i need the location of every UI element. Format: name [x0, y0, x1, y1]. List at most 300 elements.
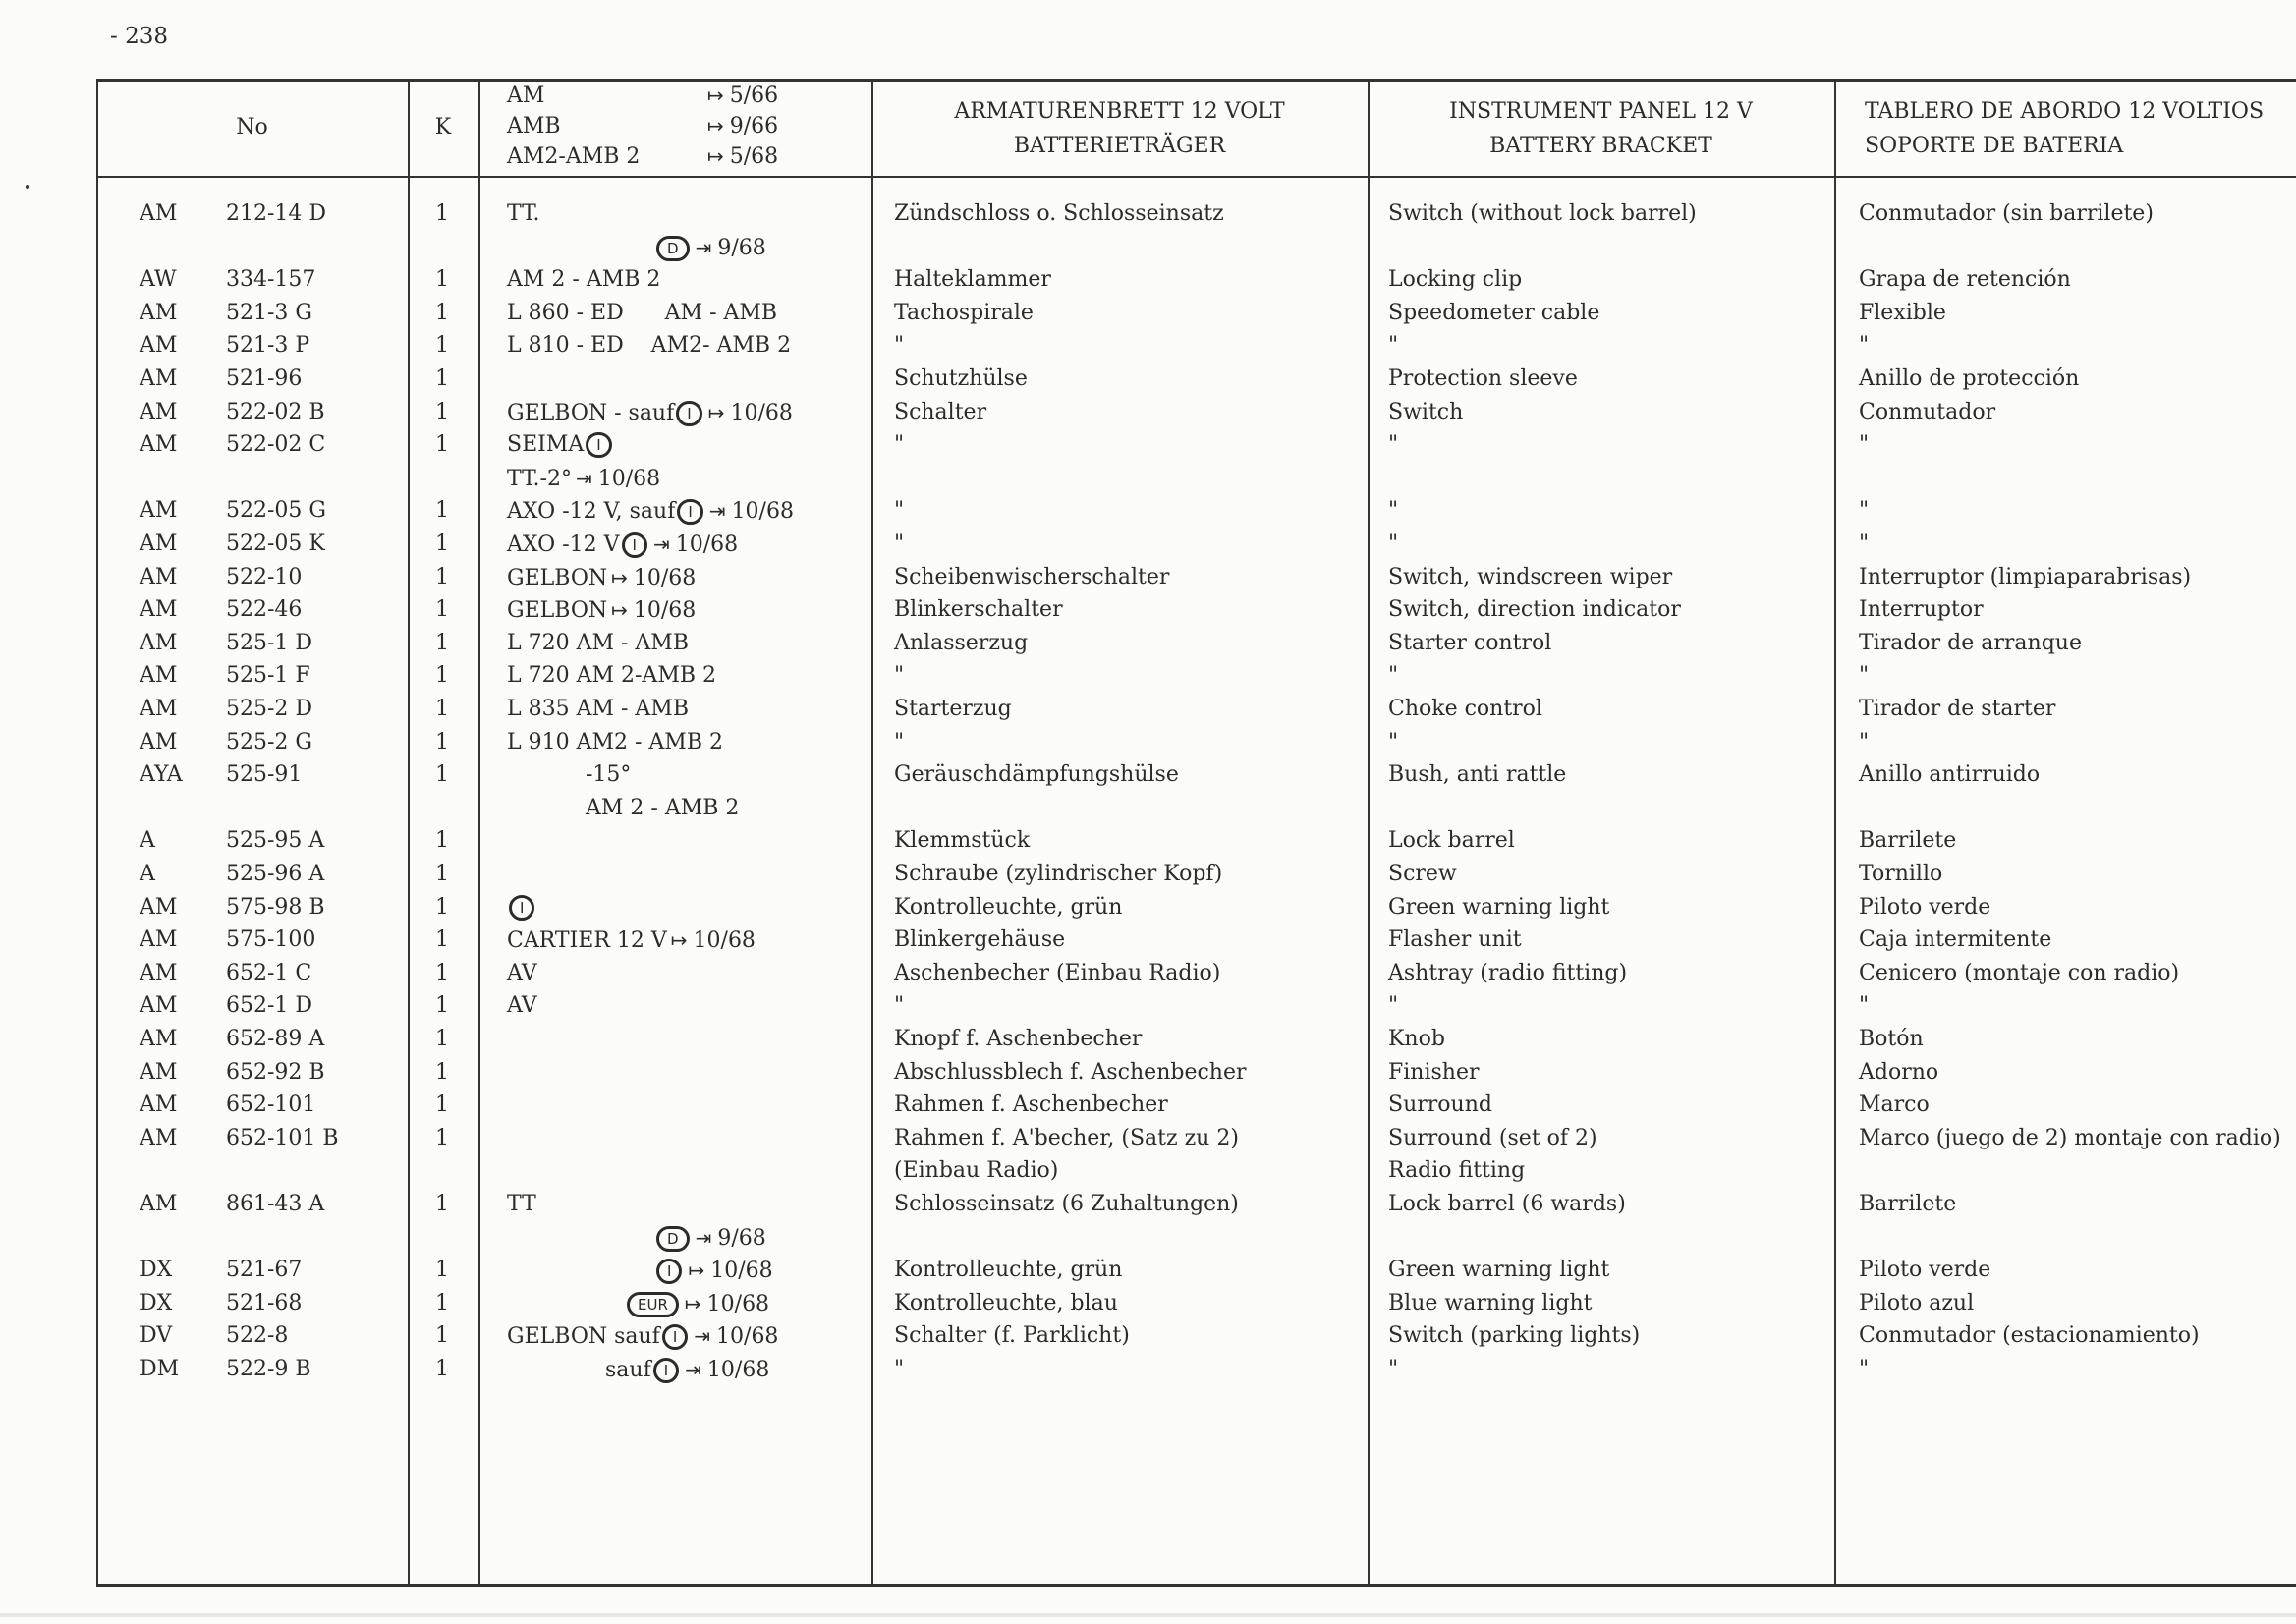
part-prefix: AM [140, 894, 178, 920]
country-badge: I [676, 401, 701, 426]
quantity: 1 [435, 1290, 449, 1316]
description-german: Schlosseinsatz (6 Zuhaltungen) [894, 1192, 1239, 1216]
description-german: " [894, 663, 905, 689]
note-text: AXO -12 V, sauf [507, 499, 676, 525]
model-note [507, 265, 660, 295]
description-spanish: Flexible [1859, 300, 1946, 325]
part-number: 522-05 G [226, 498, 326, 524]
quantity: 1 [435, 894, 449, 920]
header-model-line [507, 111, 778, 141]
model-note [507, 925, 756, 956]
description-spanish: " [1859, 498, 1870, 524]
description-spanish: Anillo de protección [1859, 366, 2080, 391]
note-text: CARTIER 12 V [507, 928, 667, 954]
country-badge: I [622, 532, 647, 558]
description-german: Aschenbecher (Einbau Radio) [894, 960, 1221, 985]
note-text: 10/68 [710, 1259, 773, 1284]
description-english: " [1388, 333, 1399, 359]
part-prefix: AM [140, 399, 178, 424]
note-text: SEIMA [507, 432, 585, 458]
note-text: GELBON - sauf [507, 400, 675, 425]
header-spanish [1865, 94, 2264, 163]
quantity: 1 [435, 1125, 449, 1150]
date-arrow-icon: ⇥ [685, 1358, 701, 1381]
description-english: Switch (without lock barrel) [1388, 201, 1697, 226]
description-english: Knob [1388, 1027, 1445, 1051]
note-text: TT.-2° [507, 466, 572, 491]
description-english: " [1388, 532, 1399, 556]
part-number: 334-157 [226, 267, 316, 293]
description-german: Halteklammer [894, 267, 1051, 293]
part-number: 212-14 D [226, 201, 327, 226]
description-german: " [894, 333, 905, 359]
part-number: 522-05 K [226, 532, 325, 556]
description-german: Tachospirale [894, 300, 1034, 325]
quantity: 1 [435, 697, 449, 721]
description-german: Geräuschdämpfungshülse [894, 762, 1179, 788]
description-german: Schraube (zylindrischer Kopf) [894, 862, 1223, 886]
note-text: AV [507, 960, 537, 985]
description-spanish: Barrilete [1859, 1192, 1957, 1216]
model-note [605, 1355, 769, 1385]
model-note [507, 629, 689, 658]
part-number: 575-100 [226, 927, 316, 953]
country-badge: D [656, 1226, 690, 1252]
header-german [871, 94, 1368, 163]
description-english: Switch [1388, 399, 1464, 424]
model-name: AMB [507, 114, 561, 139]
quantity: 1 [435, 432, 449, 458]
part-prefix: AM [140, 366, 178, 391]
quantity: 1 [435, 201, 449, 226]
note-text: 10/68 [706, 1291, 770, 1316]
note-text: 10/68 [693, 928, 756, 954]
country-badge: D [656, 236, 690, 261]
note-text: 10/68 [730, 400, 793, 425]
model-note [507, 1190, 536, 1219]
part-prefix: AM [140, 1059, 178, 1085]
note-text: GELBON [507, 598, 608, 624]
description-spanish: Tirador de arranque [1859, 630, 2082, 655]
description-spanish: Conmutador (sin barrilete) [1859, 201, 2154, 226]
note-text: AM 2 - AMB 2 [586, 795, 740, 820]
note-text: -15° [586, 762, 632, 788]
description-spanish: Interruptor (limpiaparabrisas) [1859, 564, 2192, 589]
quantity: 1 [435, 267, 449, 293]
description-german: Rahmen f. A'becher, (Satz zu 2) [894, 1125, 1239, 1150]
header-line: BATTERIETRÄGER [1013, 134, 1226, 158]
description-english: Blue warning light [1388, 1290, 1593, 1316]
country-badge: I [677, 499, 702, 525]
description-spanish: " [1859, 993, 1870, 1019]
description-english: Speedometer cable [1388, 300, 1600, 325]
description-spanish: Caja intermitente [1859, 927, 2052, 953]
description-german: Blinkerschalter [894, 597, 1063, 623]
column-divider [871, 79, 873, 1587]
description-spanish: Interruptor [1859, 597, 1984, 623]
note-text: L 720 AM - AMB [507, 630, 690, 655]
model-note [654, 1223, 766, 1254]
description-english: Starter control [1388, 630, 1552, 655]
date-arrow-icon: ↦ [688, 1259, 705, 1283]
part-prefix: AYA [140, 762, 183, 788]
column-divider [1368, 79, 1370, 1587]
date-arrow-icon: ↦ [611, 565, 628, 589]
table-top-border [96, 79, 2296, 82]
note-text: 10/68 [633, 598, 697, 624]
description-german: " [894, 532, 905, 556]
date-arrow-icon: ⇥ [708, 499, 726, 524]
description-spanish: Anillo antirruido [1859, 762, 2041, 788]
quantity: 1 [435, 762, 449, 788]
description-german: Kontrolleuchte, blau [894, 1290, 1118, 1316]
model-note [507, 991, 537, 1021]
description-english: Flasher unit [1388, 927, 1522, 953]
part-number: 525-91 [226, 762, 303, 788]
model-note [654, 233, 766, 263]
description-english: Locking clip [1388, 267, 1523, 293]
description-english: " [1388, 993, 1399, 1019]
date-arrow-icon: ↦ [707, 400, 725, 424]
description-english: Green warning light [1388, 894, 1610, 920]
model-note [507, 1321, 778, 1352]
description-english: " [1388, 663, 1399, 689]
header-no: No [236, 115, 268, 140]
part-number: 525-1 D [226, 630, 313, 655]
note-text: L 860 - ED AM - AMB [507, 300, 778, 325]
part-prefix: DX [140, 1290, 173, 1316]
description-english: Switch, direction indicator [1388, 597, 1681, 623]
description-german: " [894, 1357, 905, 1381]
note-text: GELBON sauf [507, 1324, 660, 1350]
quantity: 1 [435, 333, 449, 359]
part-prefix: AM [140, 927, 178, 953]
part-number: 522-02 B [226, 399, 325, 424]
model-note [507, 464, 660, 494]
description-english: Surround [1388, 1092, 1492, 1118]
note-text: 10/68 [706, 1358, 770, 1382]
model-note [507, 563, 696, 593]
scan-edge [0, 1613, 2296, 1617]
model-note [507, 959, 537, 988]
date-arrow-icon: ⇥ [695, 235, 712, 259]
part-number: 861-43 A [226, 1192, 325, 1216]
quantity: 1 [435, 828, 449, 854]
note-text: 10/68 [633, 565, 697, 590]
description-english: Ashtray (radio fitting) [1388, 960, 1628, 985]
quantity: 1 [435, 1059, 449, 1085]
quantity: 1 [435, 630, 449, 655]
description-english: Green warning light [1388, 1258, 1610, 1283]
note-text: L 720 AM 2-AMB 2 [507, 663, 716, 689]
part-number: 652-101 B [226, 1125, 339, 1150]
scan-speck [26, 185, 29, 189]
quantity: 1 [435, 1092, 449, 1118]
part-prefix: AM [140, 1092, 178, 1118]
description-spanish: Tirador de starter [1859, 697, 2056, 721]
header-model-line [507, 81, 778, 111]
description-english: Choke control [1388, 697, 1542, 721]
description-spanish: Adorno [1859, 1059, 1939, 1085]
part-number: 522-02 C [226, 432, 326, 458]
note-text: 9/68 [717, 235, 766, 260]
date-arrow-icon: ↦ [611, 598, 628, 623]
part-number: 652-101 [226, 1092, 316, 1118]
description-spanish: Tornillo [1859, 862, 1943, 886]
quantity: 1 [435, 532, 449, 556]
note-text: AXO -12 V [507, 532, 620, 557]
part-number: 521-3 P [226, 333, 310, 359]
model-note [507, 430, 614, 460]
description-german: (Einbau Radio) [894, 1158, 1059, 1184]
description-german: Knopf f. Aschenbecher [894, 1027, 1143, 1051]
description-german: Anlasserzug [894, 630, 1029, 655]
note-text: AM 2 - AMB 2 [507, 267, 661, 293]
country-badge: I [586, 432, 611, 458]
description-english: " [1388, 729, 1399, 755]
part-prefix: AM [140, 993, 178, 1019]
description-spanish: Piloto azul [1859, 1290, 1975, 1316]
header-line: TABLERO DE ABORDO 12 VOLTIOS [1865, 99, 2265, 124]
note-text: TT [507, 1192, 536, 1216]
header-rule [96, 176, 2296, 178]
part-prefix: DV [140, 1323, 173, 1349]
model-name: AM2-AMB 2 [507, 144, 641, 169]
model-note [507, 331, 791, 361]
description-english: Switch (parking lights) [1388, 1323, 1641, 1349]
quantity: 1 [435, 1323, 449, 1349]
description-german: " [894, 729, 905, 755]
model-note [507, 199, 540, 229]
quantity: 1 [435, 1192, 449, 1216]
description-english: " [1388, 498, 1399, 524]
quantity: 1 [435, 1027, 449, 1051]
column-divider [478, 79, 480, 1587]
description-german: Schalter [894, 399, 987, 424]
header-model-dates [507, 81, 778, 172]
header-k: K [434, 115, 452, 140]
description-english: Lock barrel [1388, 828, 1515, 854]
model-note [507, 530, 738, 560]
part-prefix: AM [140, 1027, 178, 1051]
part-number: 652-92 B [226, 1059, 325, 1085]
part-number: 652-89 A [226, 1027, 325, 1051]
part-prefix: AM [140, 960, 178, 985]
part-number: 525-96 A [226, 862, 325, 886]
description-german: Zündschloss o. Schlosseinsatz [894, 201, 1224, 226]
note-text: 9/68 [717, 1225, 766, 1251]
note-text: 10/68 [675, 532, 739, 557]
part-prefix: AM [140, 630, 178, 655]
header-line: ARMATURENBRETT 12 VOLT [954, 99, 1285, 124]
description-german: Schutzhülse [894, 366, 1028, 391]
model-name: AM [507, 84, 545, 108]
part-number: 521-96 [226, 366, 303, 391]
note-text: TT. [507, 201, 540, 226]
part-number: 525-2 D [226, 697, 313, 721]
quantity: 1 [435, 1258, 449, 1283]
description-german: Klemmstück [894, 828, 1031, 854]
model-note [625, 1289, 769, 1319]
description-spanish: Cenicero (montaje con radio) [1859, 960, 2180, 985]
quantity: 1 [435, 366, 449, 391]
header-model-line [507, 141, 778, 172]
model-date: 5/66 [729, 84, 779, 108]
model-date: 5/68 [729, 144, 779, 169]
description-english: " [1388, 1357, 1399, 1381]
description-spanish: " [1859, 1357, 1870, 1381]
quantity: 1 [435, 597, 449, 623]
description-german: Blinkergehäuse [894, 927, 1066, 953]
quantity: 1 [435, 300, 449, 325]
description-german: Rahmen f. Aschenbecher [894, 1092, 1168, 1118]
part-number: 652-1 D [226, 993, 313, 1019]
column-divider [96, 79, 98, 1587]
description-english: Bush, anti rattle [1388, 762, 1567, 788]
part-number: 525-95 A [226, 828, 325, 854]
description-spanish: " [1859, 532, 1870, 556]
description-english: Surround (set of 2) [1388, 1125, 1597, 1150]
country-badge: I [656, 1259, 682, 1284]
model-note [507, 695, 689, 724]
description-german: Scheibenwischerschalter [894, 564, 1170, 589]
note-text: 10/68 [731, 499, 794, 525]
part-number: 652-1 C [226, 960, 312, 985]
model-note [507, 398, 793, 428]
description-spanish: Conmutador (estacionamiento) [1859, 1323, 2200, 1349]
part-prefix: AM [140, 201, 178, 226]
description-spanish: Botón [1859, 1027, 1924, 1051]
quantity: 1 [435, 960, 449, 985]
part-prefix: AM [140, 597, 178, 623]
description-spanish: Conmutador [1859, 399, 1996, 424]
parts-table [96, 79, 2296, 1587]
description-spanish: Piloto verde [1859, 894, 1991, 920]
quantity: 1 [435, 564, 449, 589]
description-german: " [894, 432, 905, 458]
part-number: 525-1 F [226, 663, 310, 689]
quantity: 1 [435, 729, 449, 755]
date-arrow-icon: ⇥ [575, 466, 592, 490]
part-number: 522-9 B [226, 1357, 311, 1381]
description-english: Screw [1388, 862, 1457, 886]
description-spanish: " [1859, 663, 1870, 689]
quantity: 1 [435, 993, 449, 1019]
part-number: 521-3 G [226, 300, 312, 325]
description-spanish: Marco (juego de 2) montaje con radio) [1859, 1125, 2281, 1150]
header-line: BATTERY BRACKET [1489, 134, 1712, 158]
part-prefix: AM [140, 697, 178, 721]
date-arrow-icon: ↦ [670, 928, 688, 953]
note-text: L 835 AM - AMB [507, 697, 690, 721]
country-badge: EUR [627, 1292, 679, 1317]
country-badge: I [653, 1358, 679, 1383]
quantity: 1 [435, 663, 449, 689]
description-english: Switch, windscreen wiper [1388, 564, 1673, 589]
note-text: L 810 - ED AM2- AMB 2 [507, 333, 792, 359]
model-note [586, 760, 631, 790]
note-text: 10/68 [716, 1324, 779, 1350]
part-prefix: AM [140, 532, 178, 556]
part-number: 522-10 [226, 564, 303, 589]
part-prefix: DX [140, 1258, 173, 1283]
arrow-icon: ↦ [707, 84, 724, 107]
part-prefix: DM [140, 1357, 180, 1381]
description-german: " [894, 993, 905, 1019]
page-number: - 238 [110, 24, 168, 49]
description-german: " [894, 498, 905, 524]
quantity: 1 [435, 927, 449, 953]
date-arrow-icon: ⇥ [652, 532, 670, 556]
part-prefix: AM [140, 663, 178, 689]
part-number: 521-68 [226, 1290, 303, 1316]
date-arrow-icon: ↦ [684, 1291, 701, 1316]
description-german: Schalter (f. Parklicht) [894, 1323, 1130, 1349]
note-text: sauf [605, 1358, 651, 1382]
column-divider [1834, 79, 1836, 1587]
table-bottom-border [96, 1584, 2296, 1587]
part-prefix: AM [140, 1192, 178, 1216]
column-divider [408, 79, 410, 1587]
description-german: Starterzug [894, 697, 1012, 721]
part-prefix: A [140, 862, 155, 886]
part-number: 575-98 B [226, 894, 325, 920]
date-arrow-icon: ⇥ [694, 1324, 711, 1349]
date-arrow-icon: ⇥ [695, 1225, 712, 1250]
header-line: INSTRUMENT PANEL 12 V [1449, 99, 1753, 124]
arrow-icon: ↦ [707, 114, 724, 138]
header-english [1368, 94, 1834, 163]
description-german: Abschlussblech f. Aschenbecher [894, 1059, 1247, 1085]
note-text: L 910 AM2 - AMB 2 [507, 729, 723, 755]
description-spanish: Marco [1859, 1092, 1930, 1118]
part-number: 521-67 [226, 1258, 303, 1283]
model-note [654, 1256, 773, 1286]
description-english: " [1388, 432, 1399, 458]
part-prefix: AM [140, 1125, 178, 1150]
part-prefix: AM [140, 729, 178, 755]
description-spanish: Piloto verde [1859, 1258, 1991, 1283]
quantity: 1 [435, 862, 449, 886]
part-prefix: AM [140, 432, 178, 458]
part-number: 522-46 [226, 597, 303, 623]
model-note [507, 595, 696, 626]
note-text: GELBON [507, 565, 608, 590]
model-note [507, 496, 794, 527]
description-english: Finisher [1388, 1059, 1480, 1085]
country-badge: I [509, 895, 534, 921]
quantity: 1 [435, 1357, 449, 1381]
note-text: AV [507, 993, 537, 1019]
part-prefix: AM [140, 564, 178, 589]
model-note [507, 893, 536, 923]
model-note [507, 299, 777, 328]
description-english: Protection sleeve [1388, 366, 1578, 391]
header-line: SOPORTE DE BATERIA [1865, 134, 2124, 158]
description-spanish: Barrilete [1859, 828, 1957, 854]
description-spanish: Grapa de retención [1859, 267, 2071, 293]
description-english: Radio fitting [1388, 1158, 1526, 1184]
description-english: Lock barrel (6 wards) [1388, 1192, 1626, 1216]
description-german: Kontrolleuchte, grün [894, 894, 1123, 920]
part-prefix: AM [140, 498, 178, 524]
description-spanish: " [1859, 432, 1870, 458]
part-number: 522-8 [226, 1323, 289, 1349]
part-number: 525-2 G [226, 729, 312, 755]
part-prefix: AW [140, 267, 177, 293]
quantity: 1 [435, 498, 449, 524]
note-text: 10/68 [597, 466, 661, 491]
